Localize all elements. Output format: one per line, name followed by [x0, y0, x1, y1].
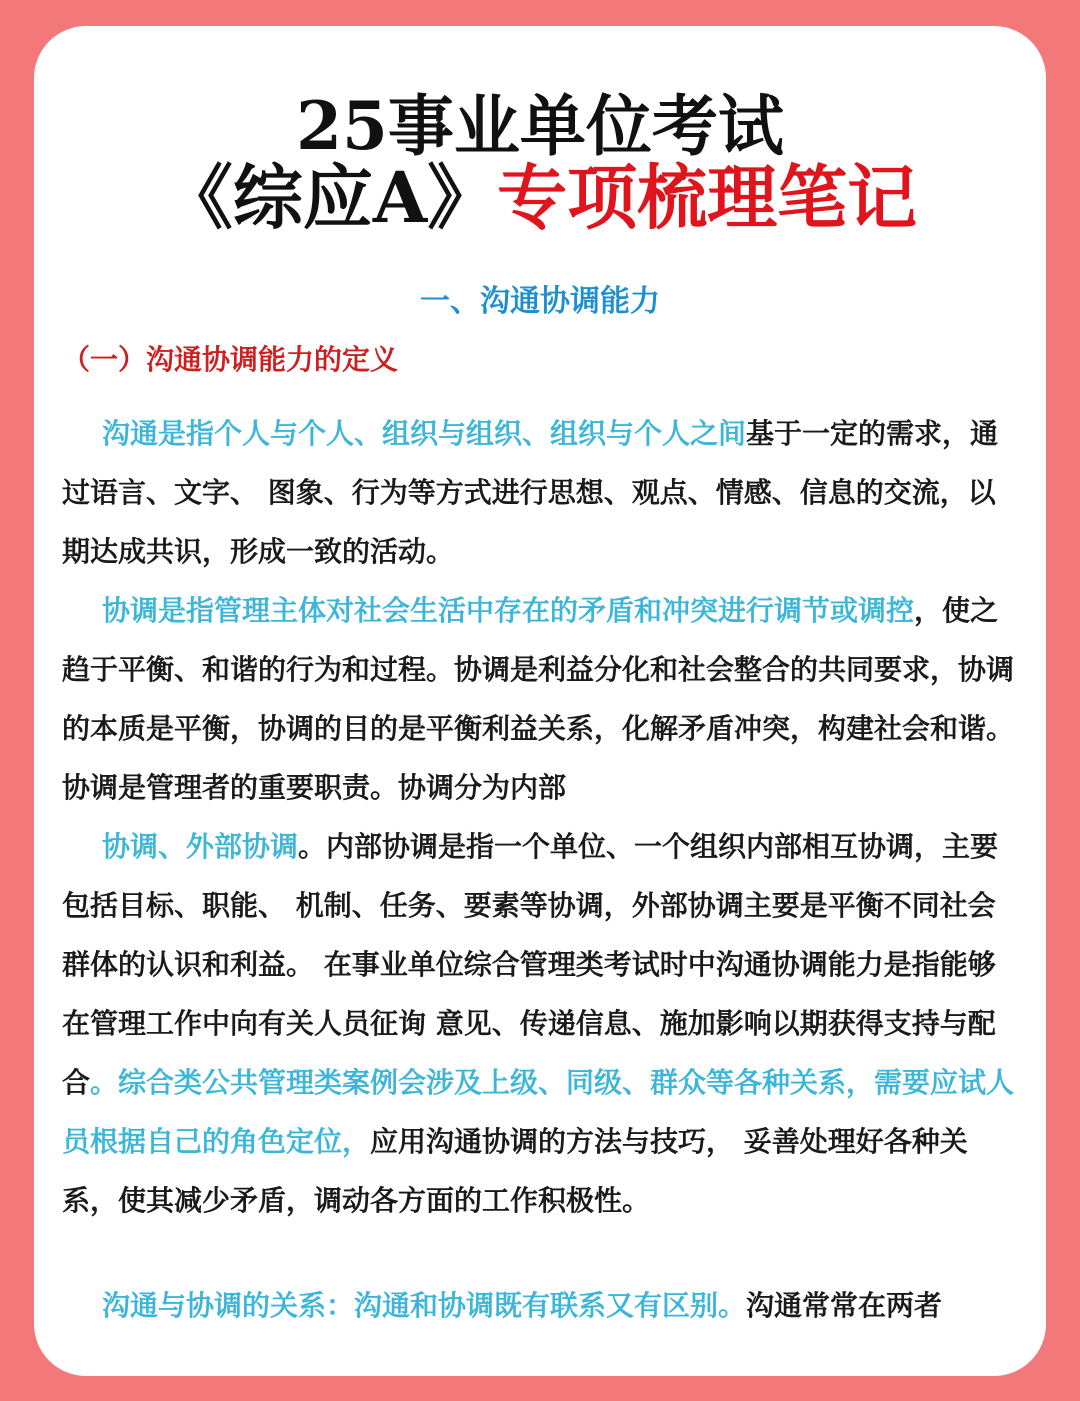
paragraph-4: [62, 1276, 1020, 1335]
p2-text: ，使之趋于平衡、和谐的行为和过程。协调是利益分化和社会整合的共同要求，协调的本质是平衡，协调的目的是平衡利益关系，化解矛盾冲突，构建社会和谐。协调是管理者的重要职责。协调分为内部: [62, 594, 1015, 804]
p3-text-a: 。内部协调是指一个单位、一个组织内部相互协调，主要包括目标、职能、 机制、任务、要素等协调，外部协调主要是平衡不同社会群体的认识和利益。 在事业单位综合管理类考试时中沟通协调能力是指能够在管理工作中向有关人员征询 意见、传递信息、施加影响以期获得支持与配合: [62, 830, 999, 1099]
p2-highlight: 协调是指管理主体对社会生活中存在的矛盾和冲突进行调节或调控: [102, 594, 915, 627]
p1-highlight: 沟通是指个人与个人、组织与组织、组织与个人之间: [102, 417, 747, 450]
page-title-line1: 25事业单位考试: [296, 87, 784, 165]
title-book-name: 《综应A》: [162, 156, 498, 239]
subheading: （一）沟通协调能力的定义: [62, 343, 399, 376]
page-title-line2: [34, 156, 1046, 239]
note-card: [34, 26, 1046, 1376]
paragraph-1: [62, 404, 1020, 581]
paragraph-3: [62, 817, 1020, 1230]
section-heading: 一、沟通协调能力: [420, 284, 660, 319]
p4-highlight: 沟通与协调的关系：沟通和协调既有联系又有区别。: [102, 1289, 747, 1322]
paragraph-2: [62, 581, 1020, 817]
p1-text: 基于一定的需求，通过语言、文字、 图象、行为等方式进行思想、观点、情感、信息的交流，以期达成共识，形成一致的活动。: [62, 417, 999, 568]
p3-text-b: 应用沟通协调的方法与技巧， 妥善处理好各种关系，使其减少矛盾，调动各方面的工作积极性。: [62, 1125, 968, 1217]
p4-text: 沟通常常在两者: [746, 1289, 943, 1322]
title-highlight: 专项梳理笔记: [497, 156, 918, 239]
p3-highlight-b: 。综合类公共管理类案例会涉及上级、同级、群众等各种关系，需要应试人员根据自己的角色定位，: [62, 1066, 1015, 1158]
p3-highlight: 协调、外部协调: [102, 830, 299, 863]
